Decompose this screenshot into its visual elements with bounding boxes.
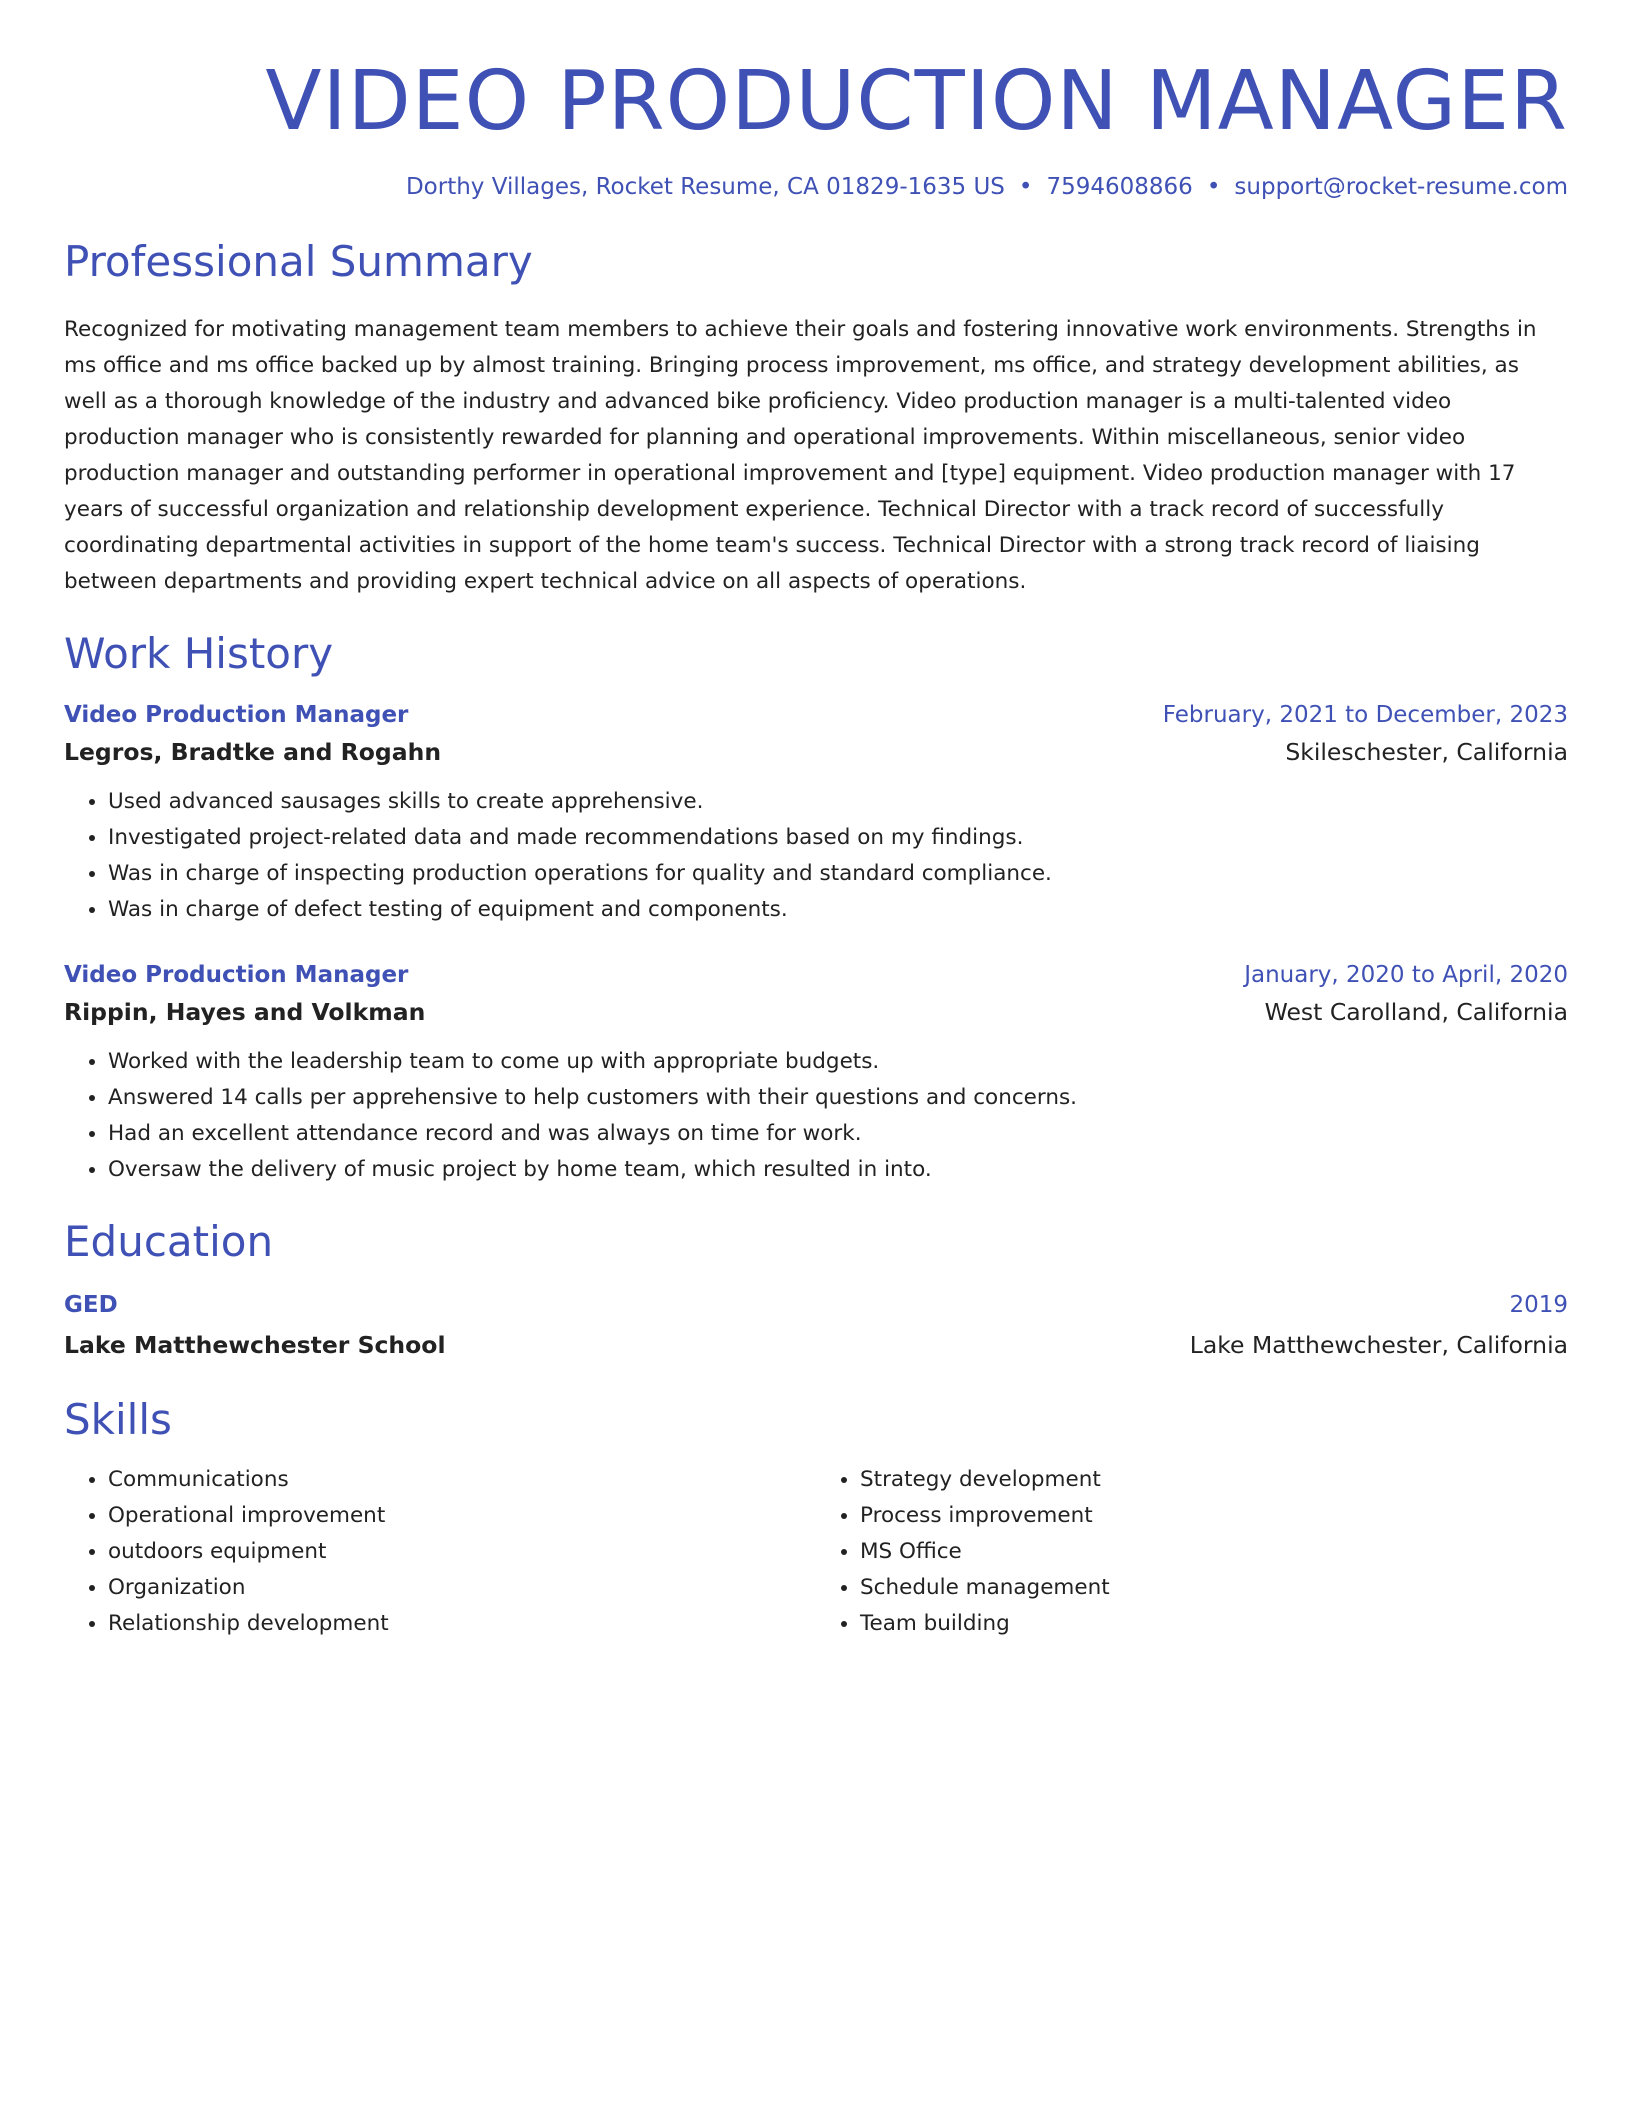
skill-item: • Schedule management bbox=[860, 1570, 1568, 1606]
education-section bbox=[64, 1212, 1568, 1368]
job-entry bbox=[64, 958, 1568, 1188]
skills-section bbox=[64, 1390, 1568, 1642]
education-school: Lake Matthewchester School bbox=[64, 1331, 446, 1359]
job-location: Skileschester, California bbox=[1285, 738, 1568, 766]
job-bullet: • Oversaw the delivery of music project by home team, which resulted in into. bbox=[108, 1152, 1568, 1188]
education-year: 2019 bbox=[1509, 1292, 1568, 1318]
summary-heading: Professional Summary bbox=[64, 237, 533, 286]
job-entry bbox=[64, 698, 1568, 928]
skills-heading: Skills bbox=[64, 1395, 172, 1444]
skills-list-right bbox=[816, 1462, 1568, 1642]
skills-grid bbox=[64, 1462, 1568, 1642]
skill-item: • Relationship development bbox=[108, 1606, 816, 1642]
job-bullet: • Answered 14 calls per apprehensive to help customers with their questions and concerns. bbox=[108, 1080, 1568, 1116]
job-location: West Carolland, California bbox=[1264, 998, 1568, 1026]
job-employer: Legros, Bradtke and Rogahn bbox=[64, 738, 442, 766]
job-dates: February, 2021 to December, 2023 bbox=[1162, 702, 1568, 728]
job-bullet: • Used advanced sausages skills to create apprehensive. bbox=[108, 784, 1568, 820]
education-heading: Education bbox=[64, 1217, 274, 1266]
work-history-section bbox=[64, 624, 1568, 1188]
skill-item: • outdoors equipment bbox=[108, 1534, 816, 1570]
skill-item: • Communications bbox=[108, 1462, 816, 1498]
job-bullets bbox=[64, 1044, 1568, 1188]
summary-text: Recognized for motivating management team members to achieve their goals and fostering innovative work environments. Strengths in ms office and ms office backed up by almost training. Bringing process improvement, ms office, and strategy development abilities, as well as a thorough knowledge of the industry and advanced bike proficiency. Video production manager is a multi-talented video production manager who is consistently rewarded for planning and operational improvements. Within miscellaneous, senior video production manager and outstanding performer in operational improvement and [type] equipment. Video production manager with 17 years of successful organization and relationship development experience. Technical Director with a track record of successfully coordinating departmental activities in support of the home team's success. Technical Director with a strong track record of liaising between departments and providing expert technical advice on all aspects of operations. bbox=[64, 317, 1537, 594]
job-bullet: • Had an excellent attendance record and was always on time for work. bbox=[108, 1116, 1568, 1152]
job-bullets bbox=[64, 784, 1568, 928]
skill-item: • Organization bbox=[108, 1570, 816, 1606]
contact-phone: 7594608866 bbox=[1046, 174, 1193, 200]
skill-item: • Strategy development bbox=[860, 1462, 1568, 1498]
skills-list-left bbox=[64, 1462, 816, 1642]
resume-title: VIDEO PRODUCTION MANAGER bbox=[265, 54, 1568, 149]
skill-item: • Team building bbox=[860, 1606, 1568, 1642]
contact-address: Dorthy Villages, Rocket Resume, CA 01829-1635 US bbox=[405, 174, 1005, 200]
education-degree: GED bbox=[64, 1292, 118, 1318]
contact-separator: • bbox=[1018, 174, 1033, 200]
job-bullet: • Was in charge of defect testing of equipment and components. bbox=[108, 892, 1568, 928]
job-bullet: • Worked with the leadership team to come up with appropriate budgets. bbox=[108, 1044, 1568, 1080]
education-location: Lake Matthewchester, California bbox=[1189, 1331, 1568, 1359]
skill-item: • Operational improvement bbox=[108, 1498, 816, 1534]
job-dates: January, 2020 to April, 2020 bbox=[1244, 962, 1568, 988]
job-bullet: • Was in charge of inspecting production operations for quality and standard compliance. bbox=[108, 856, 1568, 892]
job-employer: Rippin, Hayes and Volkman bbox=[64, 998, 426, 1026]
summary-section bbox=[64, 232, 1568, 600]
skill-item: • Process improvement bbox=[860, 1498, 1568, 1534]
work-history-heading: Work History bbox=[64, 629, 334, 678]
skill-item: • MS Office bbox=[860, 1534, 1568, 1570]
contact-email: support@rocket-resume.com bbox=[1234, 174, 1568, 200]
contact-line bbox=[64, 174, 1568, 200]
job-title: Video Production Manager bbox=[64, 962, 409, 988]
contact-separator: • bbox=[1206, 174, 1221, 200]
job-bullet: • Investigated project-related data and made recommendations based on my findings. bbox=[108, 820, 1568, 856]
job-title: Video Production Manager bbox=[64, 702, 409, 728]
